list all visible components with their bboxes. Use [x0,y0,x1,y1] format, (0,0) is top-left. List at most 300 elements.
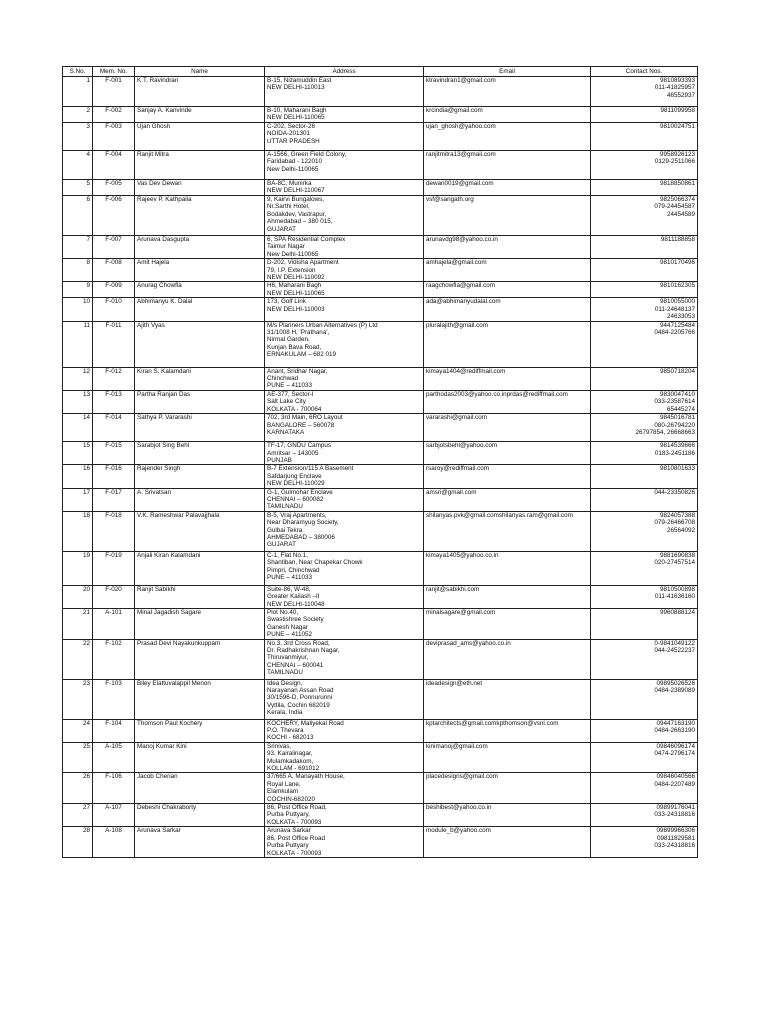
serial-number-cell: 26 [63,773,93,804]
address-cell [265,390,424,413]
address-line: Greater Kailash –II [267,593,320,601]
member-number-cell: F-018 [93,511,135,551]
address-line: Amritsar – 143005 [267,449,319,457]
member-number-cell: F-003 [93,123,135,151]
address-line: Kerala, India [267,709,303,717]
serial-number-cell: 21 [63,608,93,639]
contact-line: 09895026526 [656,679,695,687]
contact-line: 0484-2389089 [654,687,695,694]
table-row [63,367,698,390]
contact-cell [591,719,698,742]
address-line: Ganesh Nagar [267,623,308,631]
member-name-cell: Amit Hajela [135,259,265,282]
email-cell: shilanyas.pvk@gmail.comshilanyas.ram@gmail.com [424,511,591,551]
contact-cell [591,123,698,151]
member-name-cell: Partha Ranjan Das [135,390,265,413]
table-row [63,414,698,442]
address-line: C-1, Flat No.1, [267,551,308,559]
serial-number-cell: 17 [63,488,93,511]
email-cell: amhajela@gmail.com [424,259,591,282]
address-cell [265,367,424,390]
contact-line: 011-41636160 [654,593,695,601]
address-line: Faridabad - 122010 [267,158,322,166]
contact-cell [591,180,698,196]
contact-line: 9447125484 [659,321,695,329]
member-name-cell: Kiran S. Kalamdani [135,367,265,390]
contact-line: 011-24648137 [654,305,695,313]
contact-cell [591,77,698,107]
header-mem-no: Mem. No. [93,67,135,77]
member-name-cell: Arunava Sarkar [135,827,265,858]
address-line: PUNE – 411033 [267,573,313,581]
address-line: Dr. Radhakrishnan Nagar, [267,647,340,654]
address-line: H6, Maharani Bagh [267,282,322,290]
address-line: 6, SPA Residential Complex [267,236,346,243]
address-line: Bodakdev, Vastrapur, [267,210,327,218]
member-name-cell: Anurag Chowfla [135,282,265,298]
contact-line: 9810893393 [659,77,695,84]
serial-number-cell: 7 [63,236,93,259]
address-line: Gulbai Tekra [267,526,303,534]
contact-line: 9958926123 [659,151,695,158]
member-number-cell: F-015 [93,442,135,465]
contact-cell [591,259,698,282]
address-line: COCHIN-682020 [267,795,315,803]
email-cell: ktravindran1@gmail.com [424,77,591,107]
table-row [63,488,698,511]
member-name-cell: Thomson Paul Kochery [135,719,265,742]
serial-number-cell: 1 [63,77,93,107]
address-line: Narayanan Assan Road [267,687,334,694]
member-name-cell: Ajith Vyas [135,321,265,367]
member-name-cell: Manoj Kumar Kini [135,742,265,773]
member-number-cell: F-007 [93,236,135,259]
address-line: B-10, Maharani Bagh [267,107,327,114]
member-number-cell: F-009 [93,282,135,298]
member-number-cell: F-005 [93,180,135,196]
table-row [63,679,698,719]
address-line: NOIDA-201301 [267,130,311,138]
contact-line: 9960888124 [659,608,695,616]
contact-line: 9824057388 [659,511,695,519]
member-number-cell: F-008 [93,259,135,282]
address-line: Pimpri, Chinchwad [267,566,320,574]
address-line: NEW DELHI-110092 [267,274,325,282]
table-row [63,804,698,827]
address-line: 702, 3rd Main, 6RO Layout [267,414,343,422]
address-line: AHMEDABAD – 380006 [267,533,335,541]
address-line: NEW DELHI-110013 [267,84,325,92]
address-line: No.3, 3rd Cross Road, [267,639,330,647]
serial-number-cell: 14 [63,414,93,442]
address-line: NEW DELHI-110067 [267,187,325,195]
address-cell [265,639,424,679]
contact-cell [591,639,698,679]
address-line: Suite-86, W-48, [267,585,311,593]
serial-number-cell: 10 [63,298,93,321]
contact-cell [591,390,698,413]
address-line: Nr.Sarthi Hotel, [267,203,310,211]
contact-line: 0484-2205766 [654,329,695,337]
contact-cell [591,742,698,773]
member-name-cell: Ranjit Mitra [135,151,265,180]
contact-line: 9850718204 [659,367,695,375]
table-row [63,236,698,259]
contact-cell [591,367,698,390]
serial-number-cell: 19 [63,551,93,585]
address-line: Thiruvanmiyur, [267,654,309,662]
contact-line: 9818850861 [659,180,695,187]
member-name-cell: K.T. Ravindran [135,77,265,107]
serial-number-cell: 9 [63,282,93,298]
address-line: Arunava Sarkar [267,827,311,835]
member-table [62,66,698,858]
table-row [63,77,698,107]
address-line: Idea Design, [267,679,303,687]
contact-line: 09899176041 [656,804,695,812]
contact-cell [591,827,698,858]
address-line: PUNJAB [267,456,292,464]
contact-line: 9825066374 [659,196,695,203]
member-name-cell: Rajender Singh [135,465,265,488]
serial-number-cell: 8 [63,259,93,282]
member-name-cell: Prasad Devi Nayakunkuppam [135,639,265,679]
address-cell [265,608,424,639]
table-row [63,151,698,180]
contact-cell [591,321,698,367]
serial-number-cell: 24 [63,719,93,742]
member-number-cell: A-108 [93,827,135,858]
address-cell [265,298,424,321]
address-line: Swastishree Society [267,616,324,624]
address-line: A-1566, Green Field Colony, [267,151,347,158]
contact-line: 9845016781 [659,414,695,422]
contact-cell [591,511,698,551]
table-row [63,282,698,298]
contact-line: 044-24522237 [654,647,695,654]
contact-line: 080-26794220 [654,421,695,429]
address-cell [265,679,424,719]
email-cell: vararashi@gmail.com [424,414,591,442]
table-row [63,719,698,742]
contact-line: 24454589 [666,210,695,218]
member-name-cell: Rajeev P. Kathpalia [135,196,265,236]
contact-line: 26564092 [666,526,695,534]
contact-line: 09899966306 [656,827,695,835]
header-contact: Contact Nos. [591,67,698,77]
email-cell: ranjit@sabikhi.com [424,585,591,608]
address-line: Kunjan Bava Road, [267,343,322,351]
email-cell: kinimanoj@gmail.com [424,742,591,773]
serial-number-cell: 16 [63,465,93,488]
contact-cell [591,442,698,465]
address-cell [265,107,424,123]
header-row [63,67,698,77]
serial-number-cell: 3 [63,123,93,151]
serial-number-cell: 2 [63,107,93,123]
email-cell: krcindia@gmail.com [424,107,591,123]
email-cell: vsf@sangath.org [424,196,591,236]
address-line: AE-377, Sector-I [267,390,314,398]
member-name-cell: V.K. Rameshwar Palavajjhala [135,511,265,551]
address-cell [265,551,424,585]
header-address: Address [265,67,424,77]
contact-line: 9881690838 [659,551,695,559]
address-cell [265,719,424,742]
address-line: G-1, Gulmohar Enclave [267,488,333,496]
contact-cell [591,196,698,236]
serial-number-cell: 15 [63,442,93,465]
contact-line: 24633053 [666,313,695,321]
member-name-cell: Abhimanyu K. Dalal [135,298,265,321]
contact-line: 0129-2511066 [654,158,695,166]
email-cell: arunavdg98@yahoo.co.in [424,236,591,259]
address-line: NEW DELHI-110065 [267,114,325,122]
address-line: New Delhi-110065 [267,250,319,258]
serial-number-cell: 6 [63,196,93,236]
member-name-cell: Sarabjot Sing Behl [135,442,265,465]
address-line: M/s Planners Urban Alternatives (P) Ltd [267,321,378,329]
member-number-cell: F-017 [93,488,135,511]
serial-number-cell: 25 [63,742,93,773]
contact-line: 9810500898 [659,585,695,593]
contact-cell [591,236,698,259]
contact-line: 079-24454587 [654,203,695,211]
address-line: B-5, Vraj Apartments, [267,511,327,519]
serial-number-cell: 27 [63,804,93,827]
member-name-cell: Biley Elattuvalappil Menon [135,679,265,719]
contact-line: 09811829581 [656,834,695,842]
serial-number-cell: 4 [63,151,93,180]
contact-line: 9810055000 [659,298,695,306]
contact-line: 9814539666 [659,442,695,450]
table-row [63,298,698,321]
address-line: 37/665 A, Manayath House, [267,773,345,781]
header-sno: S.No. [63,67,93,77]
table-header [63,67,698,77]
member-name-cell: Ranjit Sabikhi [135,585,265,608]
email-cell: placedesigns@gmail.com [424,773,591,804]
address-line: 30/1596-D, Ponnurunni [267,694,333,702]
contact-line: 9811188858 [660,236,695,243]
address-line: Royal Lane, [267,780,301,788]
address-line: GUJARAT [267,225,296,233]
member-number-cell: F-104 [93,719,135,742]
member-name-cell: Arunava Dasgupta [135,236,265,259]
table-row [63,551,698,585]
member-number-cell: F-011 [93,321,135,367]
address-line: GUJARAT [267,541,296,549]
address-line: Elamkulam [267,788,299,796]
address-line: B-7 Extension/115 A Basement [267,465,354,473]
member-number-cell: F-010 [93,298,135,321]
address-line: Plot No.40, [267,608,299,616]
address-cell [265,236,424,259]
address-line: NEW DELHI-110003 [267,305,325,313]
address-line: KOLLAM - 691012 [267,765,320,773]
address-line: 86, Post Office Road [267,834,325,842]
serial-number-cell: 22 [63,639,93,679]
address-cell [265,742,424,773]
member-number-cell: F-102 [93,639,135,679]
member-name-cell: Debeshi Chakraborty [135,804,265,827]
contact-line: 65445274 [666,405,695,413]
contact-line: 9810024751 [659,123,695,130]
address-line: TAMILNADU [267,669,303,677]
address-line: Nirmal Garden, [267,336,310,344]
address-line: Ahmedabad – 380 015, [267,218,333,226]
table-row [63,639,698,679]
address-line: Salt Lake City [267,398,306,406]
address-cell [265,196,424,236]
table-body [63,77,698,858]
address-cell [265,585,424,608]
contact-line: 011-41825957 [654,84,695,92]
contact-cell [591,773,698,804]
email-cell: ada@abhimanyudalal.com [424,298,591,321]
address-line: 86, Post Office Road, [267,804,327,812]
member-name-cell: Anjali Kiran Kalamdani [135,551,265,585]
address-cell [265,442,424,465]
address-line: New Delhi-110065 [267,165,319,173]
contact-cell [591,551,698,585]
contact-line: 09846096174 [656,742,695,750]
email-cell: module_b@yahoo.com [424,827,591,858]
address-line: 79, I.P. Extension [267,266,316,274]
address-line: B-15, Nizamuddin East [267,77,332,84]
address-line: Srinivas, [267,742,292,750]
member-number-cell: F-012 [93,367,135,390]
contact-line: 044-23350826 [654,488,695,496]
address-line: KOCHERY, Maliyekal Road [267,719,344,727]
member-name-cell: Sanjay A. Kanvinde [135,107,265,123]
header-name: Name [135,67,265,77]
table-row [63,827,698,858]
address-line: BA-8C, Munirka [267,180,312,187]
address-cell [265,465,424,488]
address-line: Purba Puttyary [267,842,309,850]
contact-line: 033-24318816 [654,811,695,819]
member-number-cell: F-019 [93,551,135,585]
contact-line: 9830047410 [659,390,695,398]
member-number-cell: A-105 [93,742,135,773]
address-line: TAMILNADU [267,503,303,511]
contact-cell [591,585,698,608]
email-cell: ranjitmitra13@gmail.com [424,151,591,180]
email-cell: parthodas2003@yahoo.co.inprdas@rediffmail.com [424,390,591,413]
address-line: Taimur Nagar [267,243,305,251]
contact-cell [591,107,698,123]
email-cell: minalsagare@gmail.com [424,608,591,639]
contact-line: 26797854, 26668663 [635,428,695,436]
contact-line: 46552937 [666,91,695,99]
address-line: KOLKATA - 700093 [267,818,322,826]
email-cell: dewan0019@gmail.com [424,180,591,196]
contact-line: 0-9841049122 [654,639,695,647]
address-cell [265,414,424,442]
address-line: Safdarjung Enclave [267,472,322,480]
member-number-cell: F-013 [93,390,135,413]
member-number-cell: F-014 [93,414,135,442]
address-cell [265,321,424,367]
email-cell: sarbjotsbehl@yahoo.com [424,442,591,465]
contact-line: 9811099958 [660,107,695,114]
email-cell: pluralajith@gmail.com [424,321,591,367]
contact-line: 09846040566 [656,773,695,781]
address-line: PUNE – 411033 [267,382,313,390]
serial-number-cell: 20 [63,585,93,608]
address-cell [265,511,424,551]
contact-cell [591,465,698,488]
serial-number-cell: 5 [63,180,93,196]
address-line: Anant, Sridhar Nagar, [267,367,328,375]
member-number-cell: A-101 [93,608,135,639]
address-line: Near Dharamyug Society, [267,519,339,527]
contact-cell [591,298,698,321]
address-line: 173, Golf Link [267,298,306,306]
address-line: Mulamkadakom, [267,757,314,765]
table-row [63,773,698,804]
address-line: BANGALORE – 560078 [267,421,335,429]
address-line: D-202, Vidisha Apartment [267,259,339,267]
table-row [63,321,698,367]
email-cell: kimaya1404@rediffmail.com [424,367,591,390]
address-line: NEW DELHI-110065 [267,289,325,297]
email-cell: ideadesign@eth.net [424,679,591,719]
address-line: 31/1008 H, 'Prathana', [267,329,330,337]
contact-line: 9810162305 [659,282,695,290]
member-name-cell: Sathya P. Vararashi [135,414,265,442]
serial-number-cell: 28 [63,827,93,858]
serial-number-cell: 11 [63,321,93,367]
address-line: KOLKATA - 700064 [267,405,322,413]
email-cell: raagchowfla@gmail.com [424,282,591,298]
address-line: 9, Kairvi Bungalows, [267,196,325,203]
contact-line: 079-26466708 [654,519,695,527]
member-name-cell: Vas Dev Dewan [135,180,265,196]
header-email: Email [424,67,591,77]
table-row [63,259,698,282]
table-row [63,390,698,413]
serial-number-cell: 13 [63,390,93,413]
address-cell [265,773,424,804]
table-row [63,196,698,236]
member-number-cell: F-006 [93,196,135,236]
address-cell [265,77,424,107]
member-name-cell: A. Srivatsan [135,488,265,511]
address-cell [265,123,424,151]
email-cell: kimaya1405@yahoo.co.in [424,551,591,585]
email-cell: amsri@gmail.com [424,488,591,511]
contact-cell [591,282,698,298]
contact-cell [591,414,698,442]
contact-cell [591,151,698,180]
member-name-cell: Ujan Ghosh [135,123,265,151]
email-cell: ujan_ghosh@yahoo.com [424,123,591,151]
address-line: TF-17, GNDU Campus [267,442,332,450]
address-cell [265,259,424,282]
address-line: KARNATAKA [267,428,305,436]
address-line: KOLKATA - 700093 [267,849,322,857]
address-cell [265,804,424,827]
address-cell [265,151,424,180]
table-row [63,608,698,639]
member-number-cell: A-107 [93,804,135,827]
address-line: 93, Kairalinagar, [267,750,313,758]
email-cell: rsaroy@rediffmail.com [424,465,591,488]
table-row [63,465,698,488]
contact-cell [591,679,698,719]
